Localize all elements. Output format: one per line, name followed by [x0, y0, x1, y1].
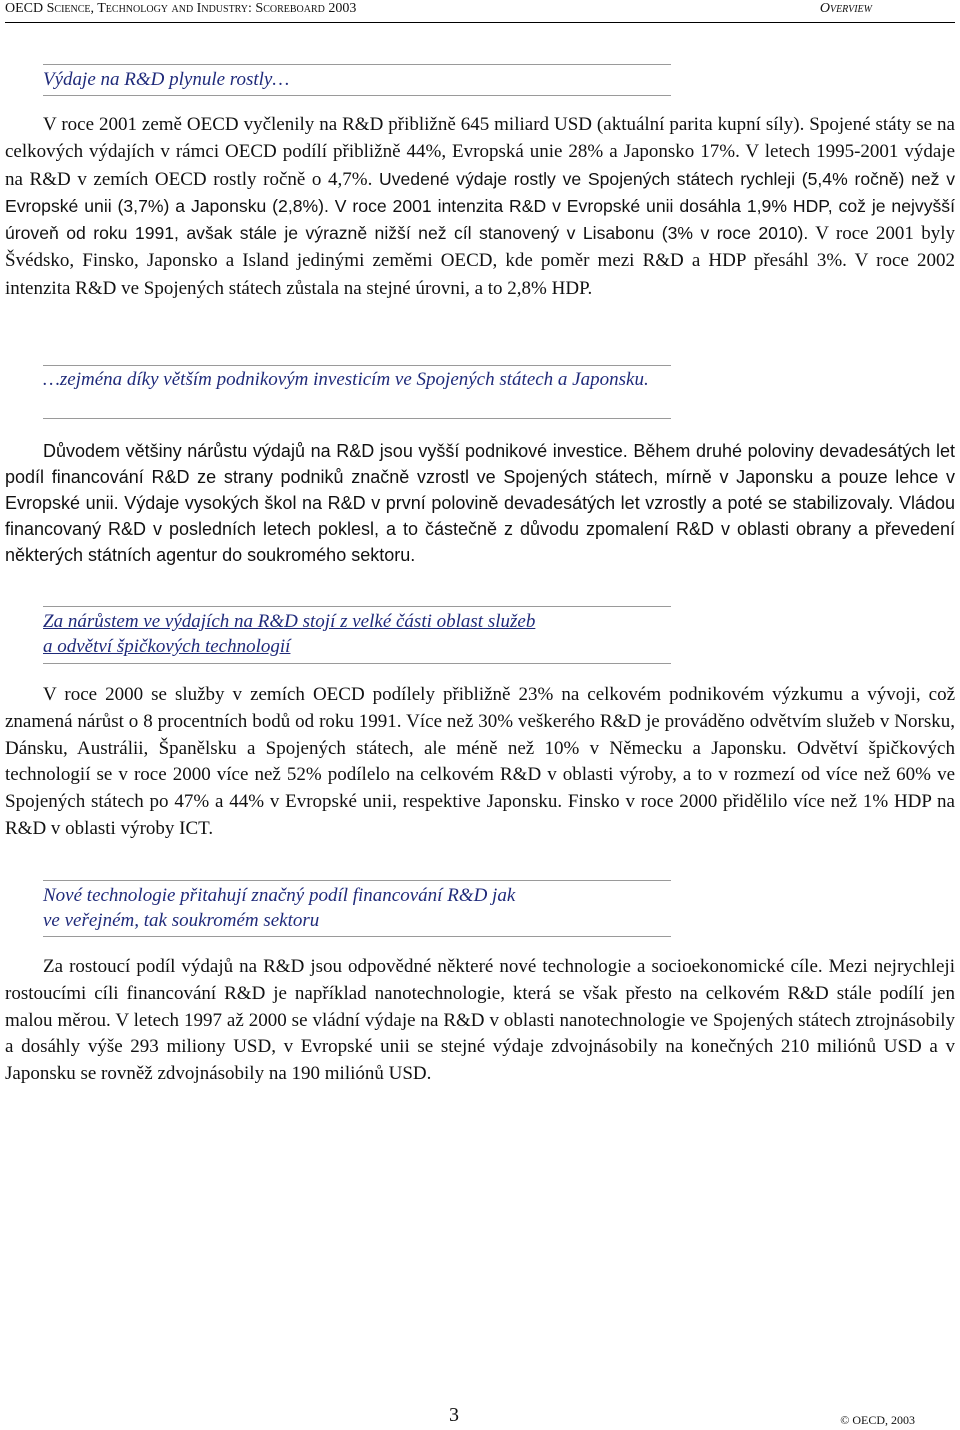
section-heading-2-text: …zejména díky větším podnikovým investicím ve Spojených státech a Japonsku.: [43, 369, 649, 390]
section-heading-3-line-1: Za nárůstem ve výdajích na R&D stojí z velké části oblast služeb: [43, 611, 536, 632]
running-header: [5, 0, 955, 23]
paragraph-2-text: Důvodem většiny nárůstu výdajů na R&D jsou vyšší podnikové investice. Během druhé poloviny devadesátých let podíl financování R&D ze strany podniků značně vzrostl ve Spojených státech, mírně v Japonsku a pouze lehce v Evropské unii. Výdaje vysokých škol na R&D v první polovině devadesátých let vzrostly a poté se stabilizovaly. Vládou financovaný R&D v posledních letech poklesl, a to částečně z důvodu zpomalení R&D v oblasti obrany a převedení některých státních agentur do soukromého sektoru.: [5, 441, 955, 565]
header-title: OECD Science, Technology and Industry: Scoreboard 2003: [5, 1, 357, 16]
paragraph-3-text: V roce 2000 se služby v zemích OECD podílely přibližně 23% na celkovém podnikovém výzkumu a vývoji, což znamená nárůst o 8 procentních bodů od roku 1991. Více než 30% veškerého R&D je prováděno odvětvím služeb v Norsku, Dánsku, Austrálii, Španělsku a Spojených státech, ale méně než 10% v Německu a Japonsku. Odvětví špičkových technologií se v roce 2000 více než 52% podílelo na celkovém R&D v oblasti výroby, a to v rozmezí od více než 60% ve Spojených státech po 47% a 44% v Evropské unii, respektive Japonsku. Finsko v roce 2000 přidělilo více než 1% HDP na R&D v oblasti výroby ICT.: [5, 684, 955, 839]
header-section: Overview: [819, 1, 872, 16]
paragraph-4: [5, 954, 955, 1088]
paragraph-3: [5, 682, 955, 843]
section-heading-3: [43, 606, 671, 664]
section-heading-4-line-2: ve veřejném, tak soukromém sektoru: [43, 910, 320, 931]
paragraph-1: [5, 111, 955, 302]
copyright-notice: © OECD, 2003: [840, 1413, 915, 1427]
page-number: 3: [449, 1404, 459, 1426]
paragraph-1-part-2: Uvedené výdaje rostly ve Spojených státech rychleji (5,4% ročně) než v Evropské unii (3,7%) a Japonsku (2,8%). V roce 2001 intenzita R&D v Evropské unii dosáhla 1,9% HDP, což je nejvyšší úroveň od roku 1991, avšak stále je výrazně nižší než cíl stanovený v Lisabonu (3% v roce 2010).: [5, 168, 956, 244]
paragraph-4-text: Za rostoucí podíl výdajů na R&D jsou odpovědné některé nové technologie a socioekonomické cíle. Mezi nejrychleji rostoucími cíli financování R&D je například nanotechnologie, která se však přesto na celkovém R&D stále podílí jen malou měrou. V letech 1997 až 2000 se vládní výdaje na R&D v oblasti nanotechnologie ve Spojených státech ztrojnásobily a dosáhly výše 293 miliony USD, v Evropské unii se stejné výdaje zdvojnásobily na konečných 210 miliónů USD a v Japonsku se rovněž zdvojnásobily na 190 miliónů USD.: [5, 956, 955, 1085]
section-heading-1: [43, 64, 671, 96]
section-heading-4: [43, 880, 671, 937]
section-heading-4-line-1: Nové technologie přitahují značný podíl financování R&D jak: [43, 885, 516, 906]
section-heading-2: [43, 365, 671, 419]
paragraph-2: [5, 438, 955, 568]
section-heading-3-line-2: a odvětví špičkových technologií: [43, 636, 291, 657]
section-heading-1-text: Výdaje na R&D plynule rostly…: [43, 69, 290, 90]
paragraph-1-part-3: V roce 2001 byly Švédsko, Finsko, Japonsko a Island jedinými zeměmi OECD, kde poměr mezi R&D a HDP přesáhl 3%. V roce 2002 intenzita R&D ve Spojených státech zůstala na stejné úrovni, a to 2,8% HDP.: [5, 223, 955, 299]
paragraph-1-part-1: V roce 2001 země OECD vyčlenily na R&D přibližně 645 miliard USD (aktuální parita kupní síly). Spojené státy se na celkových výdajích v rámci OECD podílí přibližně 44%, Evropská unie 28% a Japonsko 17%. V letech 1995-2001 výdaje na R&D v zemích OECD rostly ročně o 4,7%.: [5, 114, 955, 190]
